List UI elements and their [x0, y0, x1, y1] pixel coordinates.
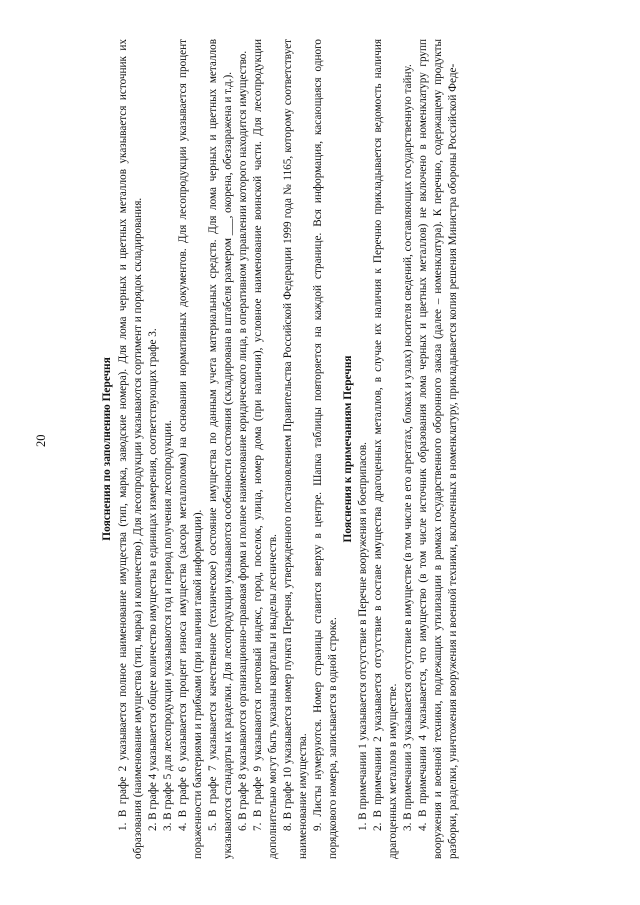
- paragraph: 1. В примечании 1 указывается отсутствие в Перечне вооружения и боеприпасов.: [357, 442, 369, 831]
- paragraph: 4. В примечании 4 указывается, что имущество (в том числе источник образования лома черных и цветных металлов) не включено в номенклатуру групп вооружения и военной техники, подлежащих утилизации в рамках государственного оборонного заказа (далее – номенклатура). К перечню, содержащему продукты разборки, разделки, уничтожения вооружения и военной техники, включенных в номенклатуру, прикладывается копия решения Министра обороны Российской Феде-: [417, 39, 459, 859]
- paragraph: 8. В графе 10 указывается номер пункта Перечня, утвержденного постановлением Правительства Российской Федерации 1999 года № 1165, которому соответствует наименование имущества.: [282, 39, 309, 859]
- paragraph: 9. Листы нумеруются. Номер страницы ставится вверху в центре. Шапка таблицы повторяется на каждой странице. Вся информация, касающаяся одного порядкового номера, записывается в одной строке.: [312, 39, 339, 859]
- section-title-notes: Пояснения к примечаниям Перечня: [342, 355, 354, 543]
- paragraph: 6. В графе 8 указываются организационно-правовая форма и полное наименование юридического лица, в оперативном управлении которого находится имущество.: [237, 50, 249, 831]
- paragraph: 2. В графе 4 указывается общее количество имущества в единицах измерения, соответствующих графе 3.: [147, 328, 159, 831]
- paragraph: 1. В графе 2 указывается полное наименование имущества (тип, марка, заводские номера). Для лома черных и цветных металлов указывается источник их образования (наименование имущества (тип, марка) и количество). Для лесопродукции указываются сортимент и порядок складирования.: [117, 39, 144, 859]
- paragraph: 2. В примечании 2 указывается отсутствие в составе имущества драгоценных металлов, в случае их наличия к Перечню прикладывается ведомость наличия драгоценных металлов в имуществе.: [372, 39, 399, 859]
- section-filling-paragraphs: [116, 39, 341, 859]
- section-title-filling: Пояснения по заполнению Перечня: [101, 357, 113, 541]
- paragraph: 3. В примечании 3 указывается отсутствие в имуществе (в том числе в его агрегатах, блоках и узлах) носителя сведений, составляющих государственную тайну.: [402, 64, 414, 831]
- paragraph: 4. В графе 6 указывается процент износа имущества (засора металлолома) на основании нормативных документов. Для лесопродукции указывается процент пораженности бактериями и грибками (при наличии такой информации).: [177, 39, 204, 859]
- paragraph: 7. В графе 9 указываются почтовый индекс, город, поселок, улица, номер дома (при наличии), условное наименование воинской части. Для лесопродукции дополнительно могут быть указаны кварталы и выделы лесничеств.: [252, 39, 279, 859]
- paragraph: 5. В графе 7 указывается качественное (техническое) состояние имущества по данным учета материальных средств. Для лома черных и цветных металлов указываются стандарты их разделки. Для лесопродукции указываются особенности состояния (складирована в штабеля размером ___, окорена, обеззаражена и т.д.).: [207, 39, 234, 859]
- document-body: [100, 39, 600, 859]
- section-notes-paragraphs: [356, 39, 461, 859]
- page-number: 20: [34, 434, 48, 447]
- paragraph: 3. В графе 5 для лесопродукции указываются год и период получения лесопродукции.: [162, 420, 174, 831]
